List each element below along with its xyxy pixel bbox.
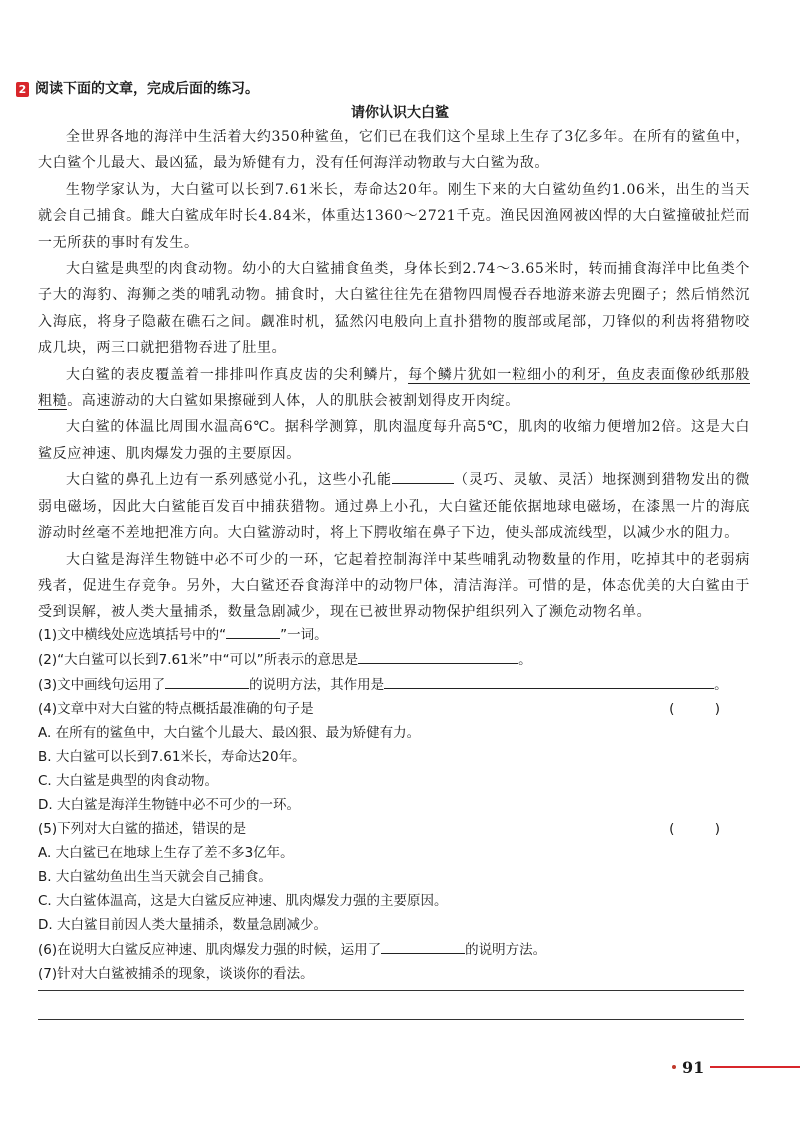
question-5-answer-paren[interactable]: ( ) [669, 821, 738, 837]
question-3-method-blank[interactable] [165, 672, 249, 689]
question-7: (7)针对大白鲨被捕杀的现象，谈谈你的看法。 [38, 966, 314, 982]
paragraph-3: 大白鲨是典型的肉食动物。幼小的大白鲨捕食鱼类，身体长到2.74～3.65米时，转而捕食海洋中比鱼类个子大的海豹、海狮之类的哺乳动物。捕食时，大白鲨往往先在猎物四周慢吞吞地游来游去兜圈子；然后悄然沉入海底，将身子隐蔽在礁石之间。觑准时机，猛然闪电般向上直扑猎物的腹部或尾部，刀锋似的利齿将猎物咬成几块，两三口就把猎物吞进了肚里。 [38, 261, 750, 357]
question-4-answer-paren[interactable]: ( ) [669, 701, 738, 717]
question-4-text: (4)文章中对大白鲨的特点概括最准确的句子是 [38, 701, 314, 717]
underlined-sentence: 每个鳞片犹如一粒细小的利牙，鱼皮表面像砂纸那般粗糙 [38, 366, 750, 410]
question-3-text: (3)文中画线句运用了 [38, 677, 166, 693]
paragraph-7: 大白鲨是海洋生物链中必不可少的一环，它起着控制海洋中某些哺乳动物数量的作用，吃掉其中的老弱病残者，促进生存竞争。另外，大白鲨还吞食海洋中的动物尸体，清洁海洋。可惜的是，体态优美的大白鲨由于受到误解，被人类大量捕杀，数量急剧减少，现在已被世界动物保护组织列入了濒危动物名单。 [38, 551, 750, 621]
paragraph-4-part-a: 大白鲨的表皮覆盖着一排排叫作真皮齿的尖利鳞片， [66, 366, 409, 383]
article-title: 请你认识大白鲨 [351, 105, 449, 121]
page-number-text: 91 [682, 1057, 705, 1077]
question-4-option-b: B. 大白鲨可以长到7.61米长，寿命达20年。 [38, 749, 306, 765]
question-4 [38, 697, 750, 721]
answer-line-1[interactable] [38, 990, 744, 991]
question-2-text: (2)“大白鲨可以长到7.61米”中“可以”所表示的意思是 [38, 652, 359, 668]
page-number-dot [672, 1065, 676, 1069]
question-2-answer-blank[interactable] [358, 647, 518, 664]
question-4-option-d: D. 大白鲨是海洋生物链中必不可少的一环。 [38, 797, 300, 813]
question-5-option-b: B. 大白鲨幼鱼出生当天就会自己捕食。 [38, 869, 272, 885]
paragraph-4-part-c: 。高速游动的大白鲨如果擦碰到人体，人的肌肤会被割划得皮开肉绽。 [67, 393, 520, 410]
question-1-tail: ”一词。 [280, 627, 328, 643]
question-5 [38, 817, 750, 841]
paragraph-1: 全世界各地的海洋中生活着大约350种鲨鱼，它们已在我们这个星球上生存了3亿多年。在所有的鲨鱼中，大白鲨个儿最大、最凶猛，最为矫健有力，没有任何海洋动物敢与大白鲨为敌。 [38, 129, 750, 172]
question-6-tail: 的说明方法。 [465, 942, 547, 958]
article-fill-blank[interactable] [392, 467, 454, 484]
question-3 [38, 672, 750, 697]
question-3-mid: 的说明方法，其作用是 [249, 677, 385, 693]
paragraph-2: 生物学家认为，大白鲨可以长到7.61米长，寿命达20年。刚生下来的大白鲨幼鱼约1.06米，出生的当天就会自己捕食。雌大白鲨成年时长4.84米，体重达1360～2721千克。渔民因渔网被凶悍的大白鲨撞破扯烂而一无所获的事时有发生。 [38, 181, 750, 251]
question-4-option-c: C. 大白鲨是典型的肉食动物。 [38, 773, 219, 789]
question-6-text: (6)在说明大白鲨反应神速、肌肉爆发力强的时候，运用了 [38, 942, 382, 958]
question-1-answer-blank[interactable] [226, 622, 280, 639]
question-5-text: (5)下列对大白鲨的描述，错误的是 [38, 821, 247, 837]
question-1 [38, 622, 750, 647]
question-3-effect-blank[interactable] [384, 672, 714, 689]
paragraph-5: 大白鲨的体温比周围水温高6℃。据科学测算，肌肉温度每升高5℃，肌肉的收缩力便增加2倍。这是大白鲨反应神速、肌肉爆发力强的主要原因。 [38, 419, 750, 462]
instruction-text: 阅读下面的文章，完成后面的练习。 [35, 81, 259, 97]
page-number-rule [710, 1066, 800, 1068]
paragraph-6-part-a: 大白鲨的鼻孔上边有一系列感觉小孔，这些小孔能 [66, 472, 392, 489]
question-6-answer-blank[interactable] [381, 937, 465, 954]
article-body [38, 124, 750, 626]
paragraph-6-part-b: （灵巧、灵敏、灵活）地探测到猎物发出的微弱电磁场，因此大白鲨能百发百中捕获猎物。通过鼻上小孔，大白鲨还能依据地球电磁场，在漆黑一片的海底游动时丝毫不差地把准方向。大白鲨游动时，将上下腭收缩在鼻子下边，使头部成流线型，以减少水的阻力。 [38, 472, 751, 542]
question-list [38, 622, 750, 986]
question-4-option-a: A. 在所有的鲨鱼中，大白鲨个儿最大、最凶狠、最为矫健有力。 [38, 725, 421, 741]
question-2-tail: 。 [518, 652, 532, 668]
paragraph-4 [38, 362, 750, 415]
question-6 [38, 937, 750, 962]
paragraph-6 [38, 467, 750, 546]
exercise-number-badge: 2 [16, 82, 29, 97]
question-5-option-c: C. 大白鲨体温高，这是大白鲨反应神速、肌肉爆发力强的主要原因。 [38, 893, 448, 909]
question-2 [38, 647, 750, 672]
answer-line-2[interactable] [38, 1019, 744, 1020]
question-1-text: (1)文中横线处应选填括号中的“ [38, 627, 227, 643]
exercise-instruction [16, 80, 259, 98]
question-5-option-a: A. 大白鲨已在地球上生存了差不多3亿年。 [38, 845, 294, 861]
page-number [672, 1055, 800, 1079]
question-3-tail: 。 [714, 677, 728, 693]
question-5-option-d: D. 大白鲨目前因人类大量捕杀，数量急剧减少。 [38, 917, 327, 933]
